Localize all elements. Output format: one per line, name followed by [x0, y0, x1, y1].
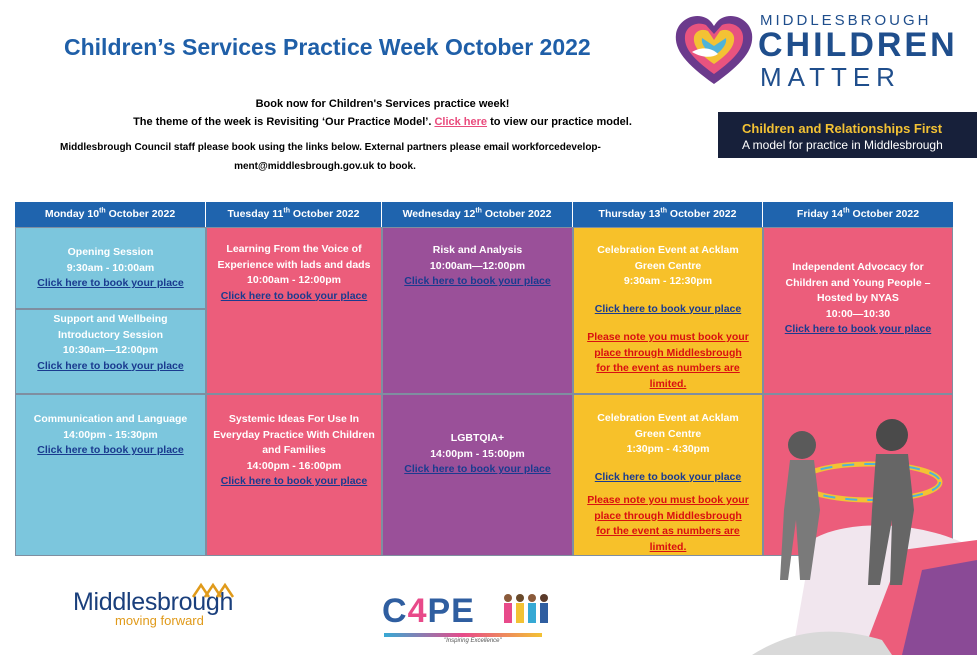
session-title: Celebration Event at Acklam Green Centre	[597, 412, 739, 440]
session-cell-mon-2	[15, 309, 206, 394]
session-title: LGBTQIA+	[450, 432, 505, 444]
session-time: 10:00am - 12:00pm	[247, 274, 341, 286]
logo-line-middlesbrough: MIDDLESBROUGH	[760, 12, 932, 29]
c4pe-tagline: "Inspiring Excellence"	[444, 638, 502, 644]
practice-model-banner	[718, 112, 977, 158]
booking-warning: Please note you must book your place through Middlesbrough for the event as numbers are limited.	[587, 331, 749, 390]
session-cell-mon-3	[15, 394, 206, 556]
book-place-link[interactable]: Click here to book your place	[37, 277, 184, 289]
session-cell-mon-1	[15, 227, 206, 309]
practice-model-link[interactable]: Click here	[434, 116, 488, 128]
session-title: Support and Wellbeing Introductory Session	[53, 313, 168, 341]
middlesbrough-council-logo	[73, 588, 233, 628]
booking-note-line-2: ment@middlesbrough.gov.uk to book.	[234, 161, 416, 172]
booking-note	[60, 138, 710, 176]
c4pe-color-bar	[384, 633, 542, 637]
intro-text	[60, 95, 705, 131]
day-header-friday: Friday 14th October 2022	[763, 202, 953, 227]
session-time: 1:30pm - 4:30pm	[626, 443, 710, 455]
book-place-link[interactable]: Click here to book your place	[784, 323, 932, 335]
day-header-monday: Monday 10th October 2022	[15, 202, 206, 227]
logo-text-moving-forward: moving forward	[115, 613, 204, 628]
session-title: Communication and Language	[33, 413, 188, 425]
session-cell-thu-2	[573, 394, 763, 556]
book-place-link[interactable]: Click here to book your place	[37, 359, 184, 372]
logo-text-middlesbrough: Middlesbrough	[73, 588, 234, 616]
children-figures-icon	[500, 592, 550, 632]
intro-line-2	[60, 113, 705, 131]
session-time: 14:00pm - 15:00pm	[430, 447, 525, 460]
booking-note-line-1: Middlesbrough Council staff please book using the links below. External partners please email workforcedevelop-	[60, 142, 601, 153]
intro-line-2-pre: The theme of the week is Revisiting ‘Our Practice Model’.	[133, 116, 435, 128]
session-time: 10:00am—12:00pm	[429, 259, 526, 272]
session-cell-fri-1	[763, 227, 953, 394]
session-title: Opening Session	[67, 246, 154, 258]
session-title: Independent Advocacy for Children and Young People – Hosted by NYAS	[785, 261, 931, 304]
session-title: Celebration Event at Acklam Green Centre	[597, 244, 739, 272]
intro-line-2-post: to view our practice model.	[487, 116, 632, 128]
session-time: 9:30am - 10:00am	[66, 261, 155, 274]
session-time: 10:00—10:30	[825, 307, 891, 320]
children-illustration	[752, 400, 977, 655]
session-time: 10:30am—12:00pm	[62, 344, 159, 356]
day-header-wednesday: Wednesday 12th October 2022	[382, 202, 573, 227]
book-place-link[interactable]: Click here to book your place	[404, 463, 551, 475]
session-cell-tue-2	[206, 394, 382, 556]
banner-title: Children and Relationships First	[742, 121, 943, 136]
intro-line-1: Book now for Children's Services practice week!	[255, 98, 510, 110]
session-cell-tue-1	[206, 227, 382, 394]
session-cell-thu-1	[573, 227, 763, 394]
roofs-icon	[191, 581, 237, 599]
middlesbrough-children-matter-logo	[668, 10, 968, 90]
session-time: 14:00pm - 15:30pm	[63, 428, 158, 441]
book-place-link[interactable]: Click here to book your place	[404, 275, 551, 287]
children-playing-image	[752, 400, 977, 655]
book-place-link[interactable]: Click here to book your place	[220, 289, 368, 302]
c4pe-logo	[382, 592, 552, 652]
session-title: Systemic Ideas For Use In Everyday Practice With Children and Families	[213, 413, 375, 456]
day-header-thursday: Thursday 13th October 2022	[573, 202, 763, 227]
session-title: Learning From the Voice of Experience with lads and dads	[217, 243, 371, 271]
day-header-tuesday: Tuesday 11th October 2022	[206, 202, 382, 227]
book-place-link[interactable]: Click here to book your place	[37, 444, 184, 456]
page-title: Children’s Services Practice Week October 2022	[64, 34, 591, 60]
session-cell-wed-2	[382, 394, 573, 556]
session-time: 9:30am - 12:30pm	[623, 275, 713, 287]
session-title: Risk and Analysis	[432, 244, 523, 256]
session-time: 14:00pm - 16:00pm	[246, 459, 342, 472]
session-cell-wed-1	[382, 227, 573, 394]
book-place-link[interactable]: Click here to book your place	[594, 470, 742, 483]
book-place-link[interactable]: Click here to book your place	[594, 302, 742, 315]
c4pe-wordmark: C4PE	[382, 592, 475, 630]
logo-line-matter: MATTER	[760, 62, 901, 92]
banner-subtitle: A model for practice in Middlesbrough	[742, 138, 943, 152]
logo-line-children: CHILDREN	[758, 26, 958, 64]
booking-warning: Please note you must book your place through Middlesbrough for the event as numbers are limited.	[587, 494, 749, 553]
book-place-link[interactable]: Click here to book your place	[220, 475, 368, 487]
heart-logo-icon	[672, 12, 756, 88]
